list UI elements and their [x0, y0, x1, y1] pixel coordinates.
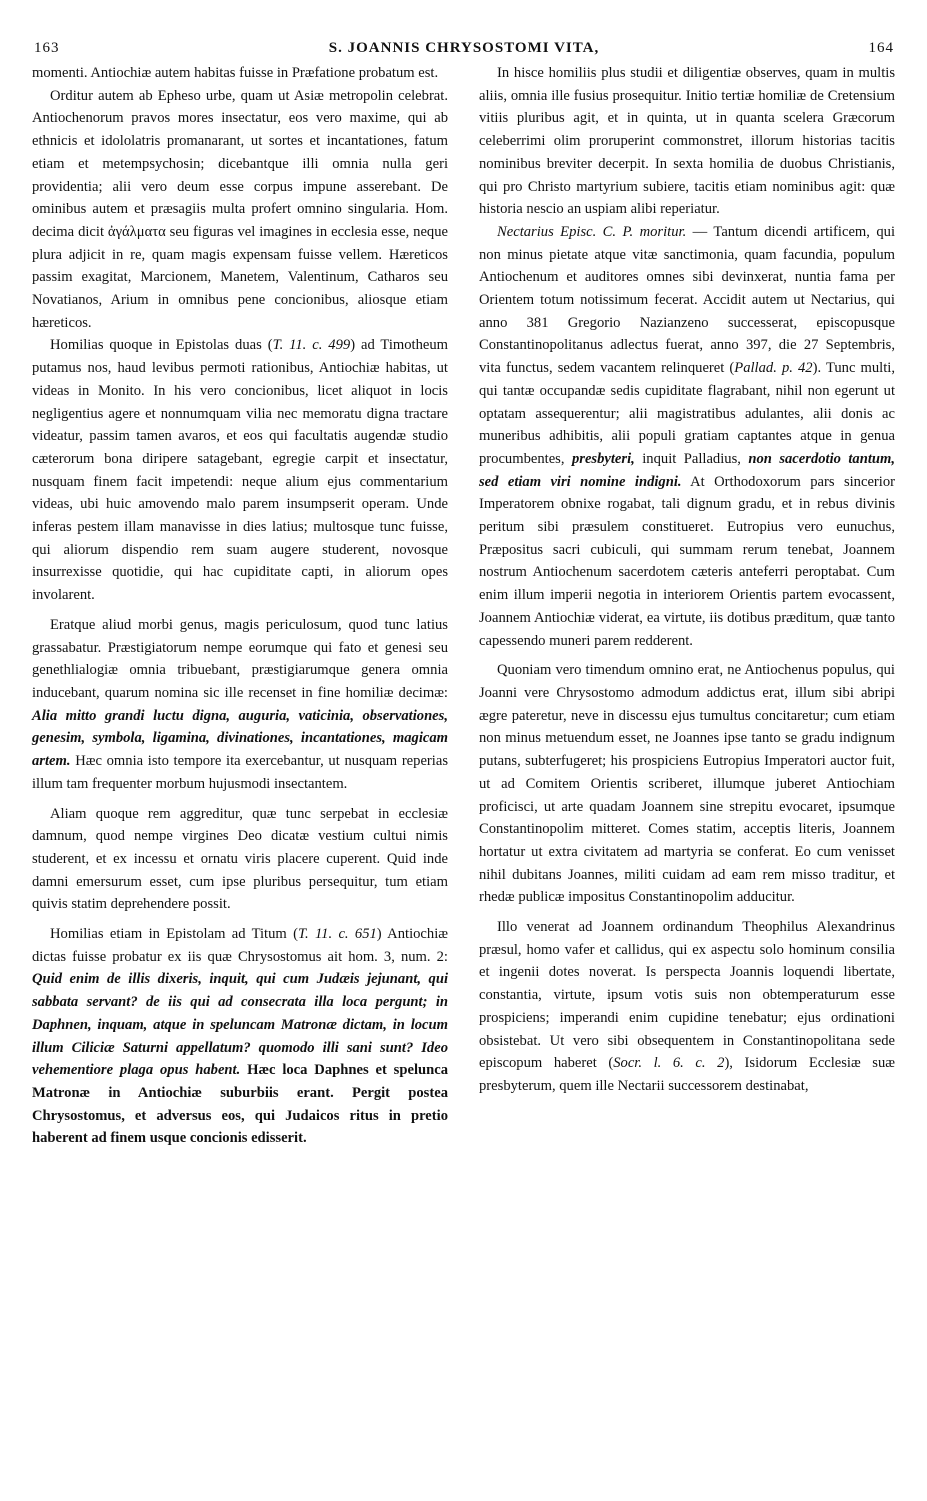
paragraph: Quoniam vero timendum omnino erat, ne Antiochenus populus, qui Joanni vere Chrysostomo admodum addictus erat, illum sibi abripi ægre pateretur, neve in discessu ejus tumultus concitaretur; cum etiam non minus metuendum esset, ne Joannes ipse tanto se gradu indignum putans, subterfugeret; his prospiciens Eutropius Imperatori auctor fuit, ut ad Comitem Orientis scriberet, illumque juberet Antiochiam proficisci, ut arte quadam Joannem sine strepitu evocaret, ipsumque Constantinopolim mitteret. Comes statim, acceptis literis, Joannem hortatur ut extra civitatem ad martyria se conferat. Eo cum venisset nihil dubitans Joannes, militi cuidam ad eam rem misso traditur, et rhedæ publicæ impositus Constantinopolim adducitur. — [479, 662, 895, 906]
running-title: S. JOANNIS CHRYSOSTOMI VITA, — [328, 40, 600, 56]
quotation: Alia mitto grandi luctu digna, auguria, vaticinia, observationes, genesim, symbola, ligamina, divinationes, incantationes, magicam artem. — [32, 707, 448, 770]
paragraph — [32, 334, 448, 606]
paragraph: In hisce homiliis plus studii et diligentiæ observes, quam in multis aliis, omnia ille fusius prosequitur. Initio tertiæ homiliæ de Cretensium vitiis pluribus agit, et in quinta, ut in quanta scelera Græcorum celeberrimi olim proruperint commonstret, illorum historias tacitis nominibus breviter decerpit. In sexta homilia de duobus Christianis, qui pro Christo martyrium subiere, tacitis etiam nominibus agit: quæ historia nescio an uspiam alibi reperiatur. — [479, 65, 895, 218]
paragraph — [32, 614, 448, 796]
page-number-left: 163 — [34, 40, 60, 56]
paragraph-text: Hæc omnia isto tempore ita exercebantur, ut nusquam reperias illum tam frequenter morbum hujusmodi insectantem. — [32, 753, 448, 792]
paragraph: Orditur autem ab Epheso urbe, quam ut Asiæ metropolin celebrat. Antiochenorum pravos mores insectatur, eos vero maxime, qui ab ethnicis et idololatris promanarant, ut sortes et incantationes, fatum etiam et metempsychosin; dicebantque illi omnia nulla geri providentia; alii vero deum esse corpus impune asserebant. De ominibus autem et præsagiis multa profert omnino singularia. Hom. decima dicit ἀγάλματα seu figuras vel imagines in ecclesia esse, neque plura adjicit in re, quam magis expensam fuisse vellem. Hæreticos passim exagitat, Marcionem, Manetem, Valentinum, Catharos seu Novatianos, Arium in omnibus pene concionibus, aliosque etiam hæreticos. — [32, 87, 448, 331]
paragraph-text: At Orthodoxorum pars sincerior Imperatorem obnixe rogabat, tali dignum gradu, et in rebus divinis peritum sibi præsulem constitueret. Eutropius vero eunuchus, Præpositus sacri cubiculi, qui summam rerum tenebat, Joannem nostrum Antiochenum sacerdotem cæteris anteferri peroptabat. Cum enim illum imperii negotia in interiorem Orientis partem evocassent, Joannem Antiochiæ viderat, ea virtute, iis dotibus præditum, quæ tanto capessendo muneri parem redderent. — [479, 473, 896, 649]
paragraph-text: ) Antiochiæ dictas fuisse probatur ex iis quæ Chrysostomus ait hom. 3, num. 2: — [32, 926, 448, 965]
quotation: Quid enim de illis dixeris, inquit, qui cum Judæis jejunant, qui sabbata servant? de iis qui ad consecrata illa loca pergunt; in Daphnen, inquam, atque in speluncam Matronæ dictam, in locum illum Ciliciæ Saturni appellatum? quomodo illi sani sunt? Ideo vehementiore plaga opus habent. — [32, 971, 448, 1079]
paragraph: momenti. Antiochiæ autem habitas fuisse in Præfatione probatum est. — [32, 65, 439, 81]
paragraph-text: Illo venerat ad Joannem ordinandum Theophilus Alexandrinus præsul, homo vafer et callidus, qui ex aspectu solo hominum consilia et ingenii dotes noverat. Is perspecta Joannis loquendi libertate, constantia, virtute, ipsum votis suis non obtemperaturum esse prospiciens; imperandi enim cupidine tenebatur; ejus ordinationi obsistebat. Ut vero sibi obsequentem in Constantinopolitana sede episcopum haberet ( — [479, 919, 895, 1072]
paragraph — [479, 916, 895, 1098]
quotation: non sacerdotio tantum, sed etiam viri nomine indigni. — [479, 450, 896, 490]
paragraph-text: ). Tunc multi, qui tantæ occupandæ sedis cupiditate flagrabant, nihil non egerunt ut optatam assequerentur; alii magistratibus adulantes, alii donis ac muneribus adhibitis, alii populi gratiam captantes atque in genua procumbentes, — [479, 360, 895, 467]
paragraph-text: Homilias quoque in Epistolas duas ( — [50, 337, 273, 354]
section-heading: Nectarius Episc. C. P. moritur. — [497, 223, 687, 240]
paragraph-text: inquit Palladius, — [642, 450, 741, 467]
paragraph-text: Hæc loca Daphnes et spelunca Matronæ in Antiochiæ suburbiis erant. Pergit postea Chrysostomus, et adversus eos, qui Judaicos ritus in pretio haberent ad finem usque concionis edisserit. — [32, 1062, 449, 1147]
paragraph-text: ), Isidorum Ecclesiæ suæ presbyterum, quem ille Nectarii successorem destinabat, — [479, 1055, 895, 1094]
right-column — [479, 62, 895, 1098]
citation: T. 11. c. 651 — [297, 926, 377, 943]
citation: T. 11. c. 499 — [272, 337, 351, 354]
running-header — [34, 40, 894, 60]
citation: Pallad. p. 42 — [734, 360, 813, 377]
paragraph-text: Eratque aliud morbi genus, magis periculosum, quod tunc latius grassabatur. Præstigiatorum nempe eorumque qui fato et genesi seu genethlialogiæ omnia tribuebant, præstigiarumque genera omnia inducebant, quarum nomina sic ille recenset in fine homiliæ decimæ: — [32, 616, 448, 701]
paragraph — [32, 923, 448, 1150]
paragraph-text: — Tantum dicendi artificem, qui non minus pietate atque vitæ sanctimonia, quam facundia, populum Antiochenum et auditores omnes sibi devinxerat, nuntia fama per Orientem totum notissimum fecerat. Accidit autem ut Nectarius, qui anno 381 Gregorio Nazianzeno successerat, episcopusque Constantinopolitanus adlectus fuerat, anno 397, die 27 Septembris, vita functus, sedem vacantem relinqueret ( — [479, 223, 896, 377]
citation: Socr. l. 6. c. 2 — [613, 1055, 725, 1072]
quotation: presbyteri, — [571, 450, 635, 467]
left-column — [32, 62, 448, 1150]
paragraph: Aliam quoque rem aggreditur, quæ tunc serpebat in ecclesiæ damnum, quod nempe virgines Deo dicatæ vestium cultui nimis studerent, et ex incessu et ornatu viris placere cuperent. Quid inde damni emersurum esset, cum ipse pluribus persequitur, tum etiam quivis statim deprehendere possit. — [32, 805, 448, 913]
paragraph — [479, 221, 895, 652]
paragraph-text: ) ad Timotheum putamus nos, haud levibus permoti rationibus, Antiochiæ habitas, ut videas in Monito. In his vero concionibus, licet aliquot in locis negligentius agere et nonnumquam vilia nec memoratu digna tractare videatur, passim tamen avaros, et eos qui facultatis augendæ studio cæterorum bona diripere satagebant, egregie carpit et insectatur, nusquam finem facit impetendi: neque alium ejus commentarium videas, ubi huic amovendo malo parem insumpserit operam. Unde inferas pestem illam manavisse in dies latius; multosque tunc fuisse, qui aliorum dispendio rem suam augere studerent, novosque insurrexisse quotidie, qui hac cupiditate capti, in aliorum opes involarent. — [32, 337, 449, 604]
page-number-right: 164 — [868, 40, 894, 56]
paragraph-text: Homilias etiam in Epistolam ad Titum ( — [50, 926, 298, 943]
